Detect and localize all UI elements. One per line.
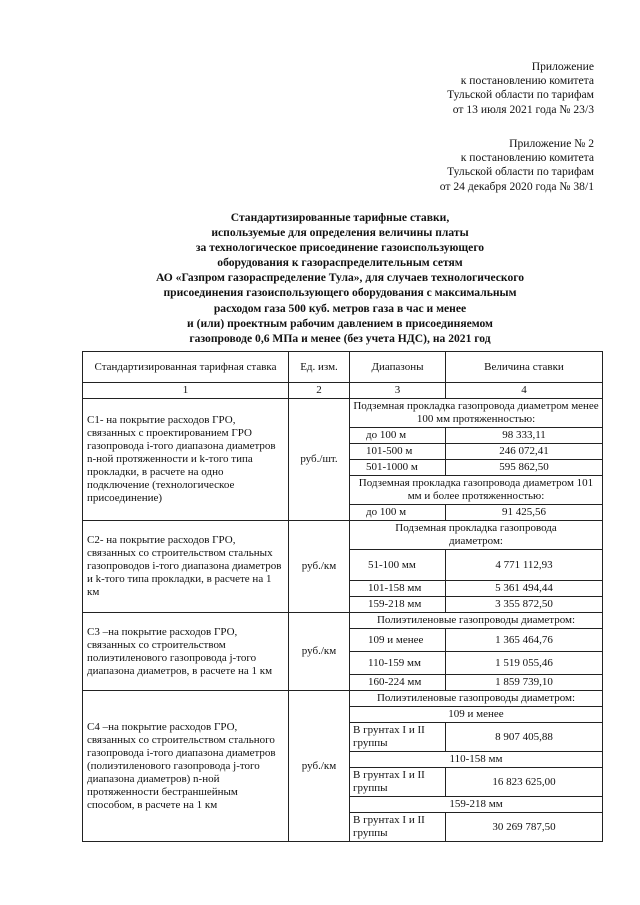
- title-line: газопроводе 0,6 МПа и менее (без учета НДС), на 2021 год: [189, 331, 491, 345]
- rate-description: С1- на покрытие расходов ГРО, связанных с проектированием ГРО газопровода i-того диапазона диаметров n-ной протяженности и k-того типа прокладки, в расчете на одно подключение (технологическое присоединение): [83, 399, 289, 521]
- diameter-subgroup: 159-218 мм: [350, 797, 603, 813]
- header-line: Тульской области по тарифам: [447, 88, 594, 102]
- range-cell: 159-218 мм: [350, 597, 446, 613]
- table-row: [83, 613, 603, 629]
- title-line: расходом газа 500 куб. метров газа в час и менее: [213, 301, 467, 315]
- unit-cell: руб./шт.: [289, 399, 350, 521]
- range-cell: 160-224 мм: [350, 675, 446, 691]
- document-title: [80, 210, 600, 346]
- diameter-subgroup: 109 и менее: [350, 707, 603, 723]
- rate-description: С2- на покрытие расходов ГРО, связанных со строительством стальных газопроводов i-того диапазона диаметров и k-того типа прокладки, в расчете на 1 км: [83, 521, 289, 613]
- soil-type-cell: В грунтах I и II группы: [350, 768, 446, 797]
- title-line: оборудования к газораспределительным сетям: [217, 256, 463, 270]
- table-header-row: [83, 352, 603, 383]
- header-line: от 13 июля 2021 года № 23/3: [452, 102, 594, 116]
- value-cell: 91 425,56: [446, 505, 603, 521]
- range-cell: 101-158 мм: [350, 581, 446, 597]
- value-cell: 98 333,11: [446, 428, 603, 444]
- column-number: 1: [83, 383, 289, 399]
- diameter-subgroup: 110-158 мм: [350, 752, 603, 768]
- range-cell: 101-500 м: [350, 444, 446, 460]
- range-group-label: Полиэтиленовые газопроводы диаметром:: [350, 613, 603, 629]
- range-cell: до 100 м: [350, 428, 446, 444]
- range-group-label: Подземная прокладка газопровода диаметром:: [350, 521, 603, 550]
- range-cell: до 100 м: [350, 505, 446, 521]
- unit-cell: руб./км: [289, 613, 350, 691]
- range-cell: 110-159 мм: [350, 652, 446, 675]
- title-line: и (или) проектным рабочим давлением в присоединяемом: [187, 316, 493, 330]
- unit-cell: руб./км: [289, 691, 350, 842]
- value-cell: 4 771 112,93: [446, 550, 603, 581]
- title-line: присоединения газоиспользующего оборудования с максимальным: [163, 286, 517, 300]
- table-row: [83, 521, 603, 550]
- value-cell: 30 269 787,50: [446, 813, 603, 842]
- title-line: Стандартизированные тарифные ставки,: [230, 211, 450, 224]
- header-line: от 24 декабря 2020 года № 38/1: [439, 179, 594, 193]
- header-cell: Стандартизированная тарифная ставка: [83, 352, 289, 383]
- header-cell: Величина ставки: [446, 352, 603, 383]
- title-line: используемые для определения величины платы: [211, 226, 469, 240]
- table-row: [83, 399, 603, 428]
- value-cell: 1 859 739,10: [446, 675, 603, 691]
- title-line: за технологическое присоединение газоиспользующего: [195, 241, 485, 255]
- unit-cell: руб./км: [289, 521, 350, 613]
- range-group-label: Подземная прокладка газопровода диаметром менее 100 мм протяженностью:: [350, 399, 603, 428]
- range-cell: 51-100 мм: [350, 550, 446, 581]
- header-line: Приложение: [531, 60, 594, 73]
- soil-type-cell: В грунтах I и II группы: [350, 813, 446, 842]
- value-cell: 8 907 405,88: [446, 723, 603, 752]
- column-number: 4: [446, 383, 603, 399]
- range-group-label: Подземная прокладка газопровода диаметром 101 мм и более протяженностью:: [350, 476, 603, 505]
- header-cell: Ед. изм.: [289, 352, 350, 383]
- range-cell: 501-1000 м: [350, 460, 446, 476]
- header-line: к постановлению комитета: [460, 74, 594, 88]
- appendix-2-header: [440, 137, 594, 194]
- rate-description: С3 –на покрытие расходов ГРО, связанных со строительством полиэтиленового газопровода j-того диапазона диаметров, в расчете на 1 км: [83, 613, 289, 691]
- range-cell: 109 и менее: [350, 629, 446, 652]
- header-cell: Диапазоны: [350, 352, 446, 383]
- value-cell: 3 355 872,50: [446, 597, 603, 613]
- header-line: Приложение № 2: [509, 137, 594, 150]
- table-row: [83, 691, 603, 707]
- appendix-header: [447, 60, 594, 117]
- rate-description: С4 –на покрытие расходов ГРО, связанных со строительством стального газопровода i-того диапазона диаметров (полиэтиленового газопровода j-того диапазона диаметров) n-ной протяженности бестраншейным способом, в расчете на 1 км: [83, 691, 289, 842]
- value-cell: 1 365 464,76: [446, 629, 603, 652]
- value-cell: 595 862,50: [446, 460, 603, 476]
- soil-type-cell: В грунтах I и II группы: [350, 723, 446, 752]
- value-cell: 246 072,41: [446, 444, 603, 460]
- value-cell: 16 823 625,00: [446, 768, 603, 797]
- title-line: АО «Газпром газораспределение Тула», для случаев технологического: [155, 271, 525, 285]
- column-number-row: [83, 383, 603, 399]
- value-cell: 5 361 494,44: [446, 581, 603, 597]
- tariff-table: [82, 351, 603, 842]
- column-number: 2: [289, 383, 350, 399]
- header-line: к постановлению комитета: [460, 151, 594, 165]
- column-number: 3: [350, 383, 446, 399]
- header-line: Тульской области по тарифам: [447, 165, 594, 179]
- value-cell: 1 519 055,46: [446, 652, 603, 675]
- range-group-label: Полиэтиленовые газопроводы диаметром:: [350, 691, 603, 707]
